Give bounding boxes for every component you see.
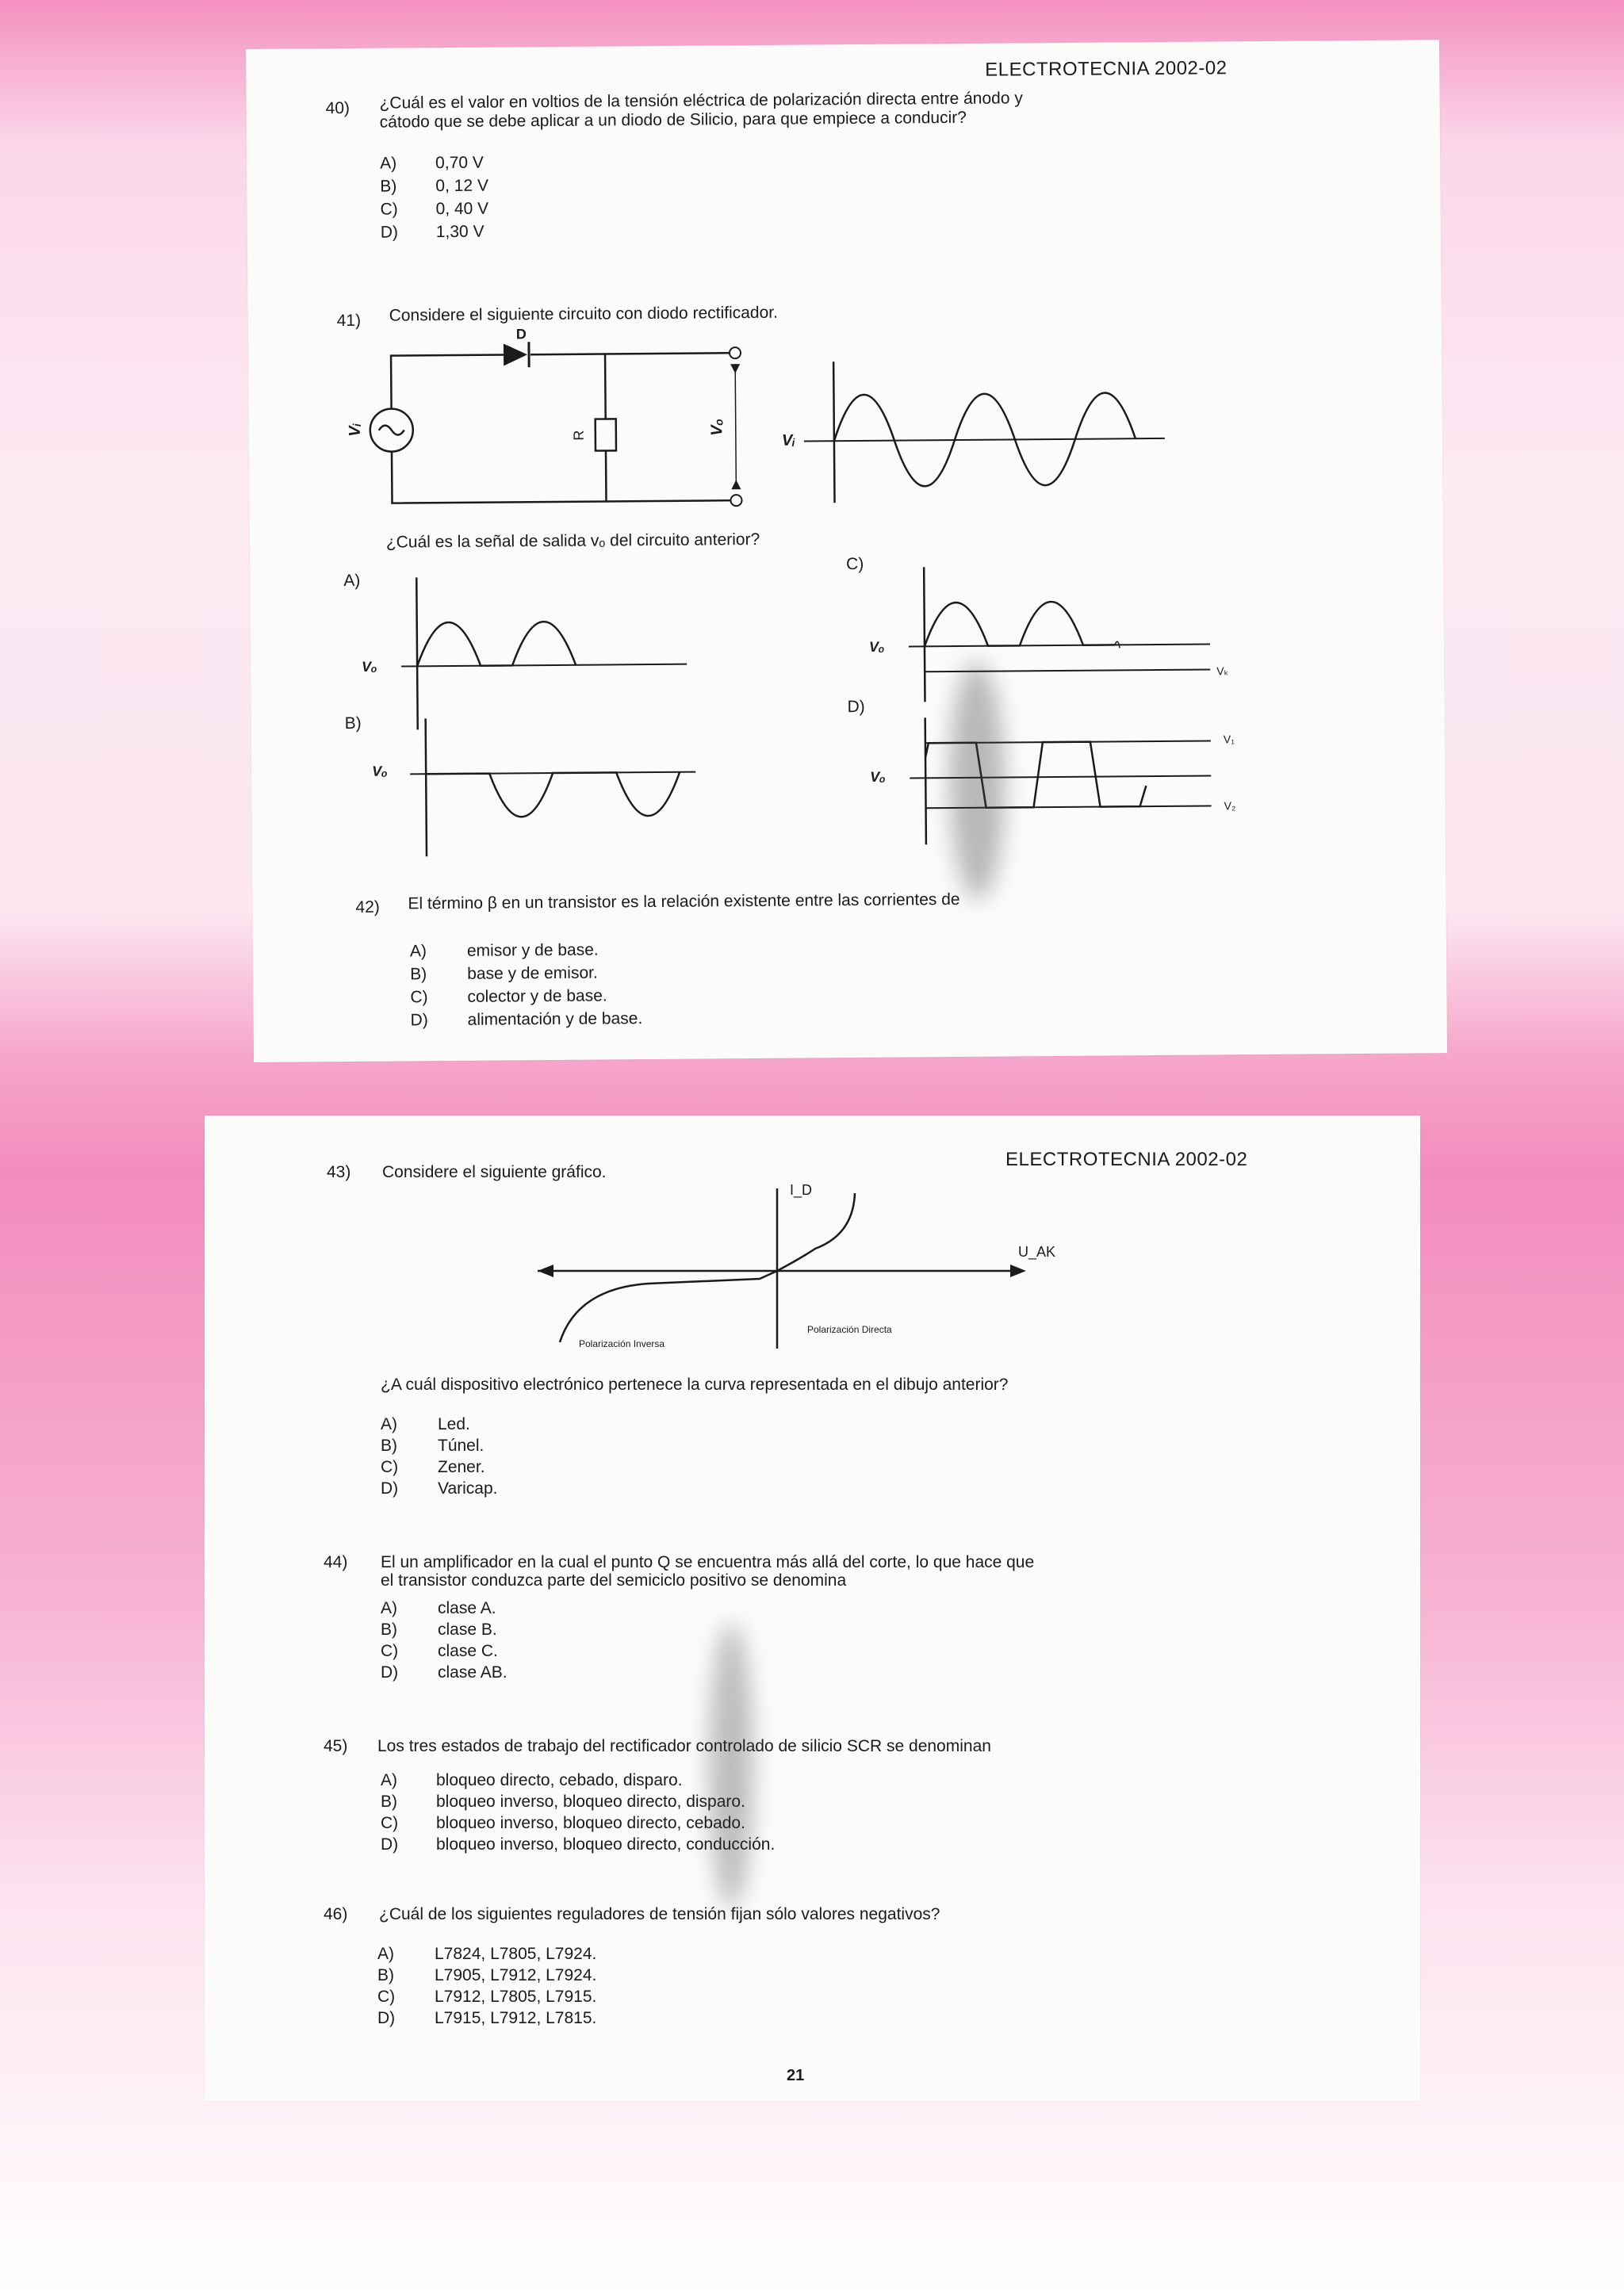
option-text: 0, 40 V bbox=[435, 199, 489, 219]
option-letter: C) bbox=[377, 1988, 396, 2006]
input-waveform bbox=[803, 359, 1178, 521]
axis-label: Vₒ bbox=[868, 638, 885, 655]
reverse-bias-label: Polarización Inversa bbox=[579, 1338, 665, 1349]
exam-page-2 bbox=[205, 1115, 1420, 2101]
option-letter: C) bbox=[381, 1814, 399, 1832]
question-text-line2: el transistor conduzca parte del semiciclo positivo se denomina bbox=[381, 1571, 847, 1590]
axis-label: Vₒ bbox=[372, 763, 388, 779]
option-letter: C) bbox=[380, 200, 398, 219]
page-number: 21 bbox=[787, 2067, 805, 2084]
option-letter: D) bbox=[847, 697, 865, 717]
question-text: El término β en un transistor es la relación existente entre las corrientes de bbox=[408, 890, 960, 913]
option-letter: D) bbox=[380, 223, 399, 242]
resistor-label: R bbox=[570, 430, 587, 441]
option-letter: C) bbox=[381, 1642, 399, 1660]
level-label: V₂ bbox=[1224, 799, 1236, 813]
question-number: 45) bbox=[324, 1737, 348, 1755]
option-letter: A) bbox=[380, 154, 397, 173]
waveform-option-c bbox=[876, 549, 1227, 710]
option-letter: D) bbox=[381, 1479, 399, 1498]
option-letter: B) bbox=[381, 1621, 397, 1639]
option-letter: B) bbox=[380, 177, 397, 196]
question-text: Considere el siguiente circuito con diodo rectificador. bbox=[389, 303, 779, 325]
option-text: Led. bbox=[438, 1415, 470, 1433]
option-letter: C) bbox=[381, 1458, 399, 1476]
question-number: 40) bbox=[325, 98, 350, 118]
option-text: Zener. bbox=[438, 1458, 485, 1476]
option-text: Túnel. bbox=[438, 1437, 485, 1455]
output-terminal-bottom bbox=[730, 495, 741, 506]
option-letter: C) bbox=[410, 988, 428, 1007]
option-text: bloqueo directo, cebado, disparo. bbox=[436, 1771, 683, 1789]
option-text: L7912, L7805, L7915. bbox=[435, 1988, 597, 2006]
option-text: emisor y de base. bbox=[466, 940, 599, 960]
question-text: ¿Cuál es la señal de salida vₒ del circuito anterior? bbox=[385, 530, 760, 552]
option-letter: D) bbox=[377, 2009, 396, 2027]
diode-label: D bbox=[515, 326, 527, 342]
option-text: clase AB. bbox=[438, 1663, 508, 1682]
option-letter: B) bbox=[377, 1966, 394, 1984]
option-letter: B) bbox=[381, 1793, 397, 1811]
diode-iv-graph bbox=[205, 1115, 1420, 1385]
option-text: L7905, L7912, L7924. bbox=[435, 1966, 597, 1984]
level-label: Vₖ bbox=[1216, 664, 1229, 678]
option-text: bloqueo inverso, bloqueo directo, disparo. bbox=[436, 1793, 745, 1811]
option-text: colector y de base. bbox=[467, 986, 607, 1006]
option-text: L7824, L7805, L7924. bbox=[435, 1945, 597, 1963]
question-text-line1: ¿Cuál es el valor en voltios de la tensión eléctrica de polarización directa entre ánodo y bbox=[379, 89, 1023, 113]
option-text: alimentación y de base. bbox=[467, 1009, 643, 1029]
option-letter: B) bbox=[381, 1437, 397, 1455]
page-header: ELECTROTECNIA 2002-02 bbox=[1005, 1149, 1248, 1170]
waveform-option-a bbox=[369, 553, 703, 738]
option-text: clase A. bbox=[438, 1599, 496, 1617]
input-voltage-label: Vᵢ bbox=[346, 423, 364, 437]
question-number: 46) bbox=[324, 1905, 348, 1923]
question-number: 42) bbox=[355, 897, 380, 916]
option-letter: B) bbox=[344, 714, 362, 733]
option-text: 0,70 V bbox=[435, 153, 484, 173]
y-axis-label: I_D bbox=[790, 1182, 813, 1198]
option-letter: A) bbox=[381, 1415, 397, 1433]
x-axis-label: U_AK bbox=[1018, 1244, 1056, 1260]
option-text: base y de emisor. bbox=[467, 963, 598, 983]
option-text: clase B. bbox=[438, 1621, 497, 1639]
option-letter: A) bbox=[343, 571, 361, 591]
axis-label: Vₒ bbox=[362, 658, 377, 675]
option-text: Varicap. bbox=[438, 1479, 498, 1498]
question-text: Los tres estados de trabajo del rectificador controlado de silicio SCR se denominan bbox=[377, 1737, 991, 1755]
option-text: bloqueo inverso, bloqueo directo, cebado. bbox=[436, 1814, 745, 1832]
forward-bias-label: Polarización Directa bbox=[807, 1324, 892, 1335]
option-letter: A) bbox=[409, 942, 427, 961]
option-text: bloqueo inverso, bloqueo directo, conducción. bbox=[436, 1835, 776, 1854]
level-label: V₁ bbox=[1223, 733, 1235, 746]
question-text-line1: El un amplificador en la cual el punto Q se encuentra más allá del corte, lo que hace que bbox=[381, 1553, 1035, 1571]
scan-smudge bbox=[709, 1623, 753, 1908]
question-text: ¿A cuál dispositivo electrónico pertenece la curva representada en el dibujo anterior? bbox=[381, 1376, 1009, 1394]
output-voltage-label: Vₒ bbox=[708, 418, 726, 436]
option-text: clase C. bbox=[438, 1642, 498, 1660]
option-letter: A) bbox=[381, 1771, 397, 1789]
waveform-option-d bbox=[878, 707, 1228, 868]
option-text: 0, 12 V bbox=[435, 176, 489, 196]
diode-symbol bbox=[504, 342, 529, 367]
page-header: ELECTROTECNIA 2002-02 bbox=[985, 57, 1228, 81]
option-letter: B) bbox=[410, 965, 427, 984]
option-letter: D) bbox=[381, 1663, 399, 1682]
axis-label: Vₒ bbox=[870, 768, 886, 785]
input-wave-label: Vᵢ bbox=[781, 431, 795, 450]
question-number: 41) bbox=[336, 311, 362, 331]
question-number: 44) bbox=[324, 1553, 348, 1571]
question-text: ¿Cuál de los siguientes reguladores de tensión fijan sólo valores negativos? bbox=[379, 1905, 940, 1923]
question-text-line2: cátodo que se debe aplicar a un diodo de Silicio, para que empiece a conducir? bbox=[379, 108, 967, 132]
option-letter: D) bbox=[381, 1835, 399, 1854]
option-letter: A) bbox=[377, 1945, 394, 1963]
exam-page-1 bbox=[246, 40, 1447, 1062]
question-number: 43) bbox=[327, 1163, 351, 1181]
waveform-option-b bbox=[378, 711, 713, 872]
output-terminal-top bbox=[730, 347, 741, 358]
option-letter: D) bbox=[410, 1011, 428, 1030]
option-text: L7915, L7912, L7815. bbox=[435, 2009, 597, 2027]
option-letter: C) bbox=[846, 554, 864, 574]
question-text: Considere el siguiente gráfico. bbox=[382, 1163, 607, 1181]
option-text: 1,30 V bbox=[435, 222, 485, 242]
option-letter: A) bbox=[381, 1599, 397, 1617]
